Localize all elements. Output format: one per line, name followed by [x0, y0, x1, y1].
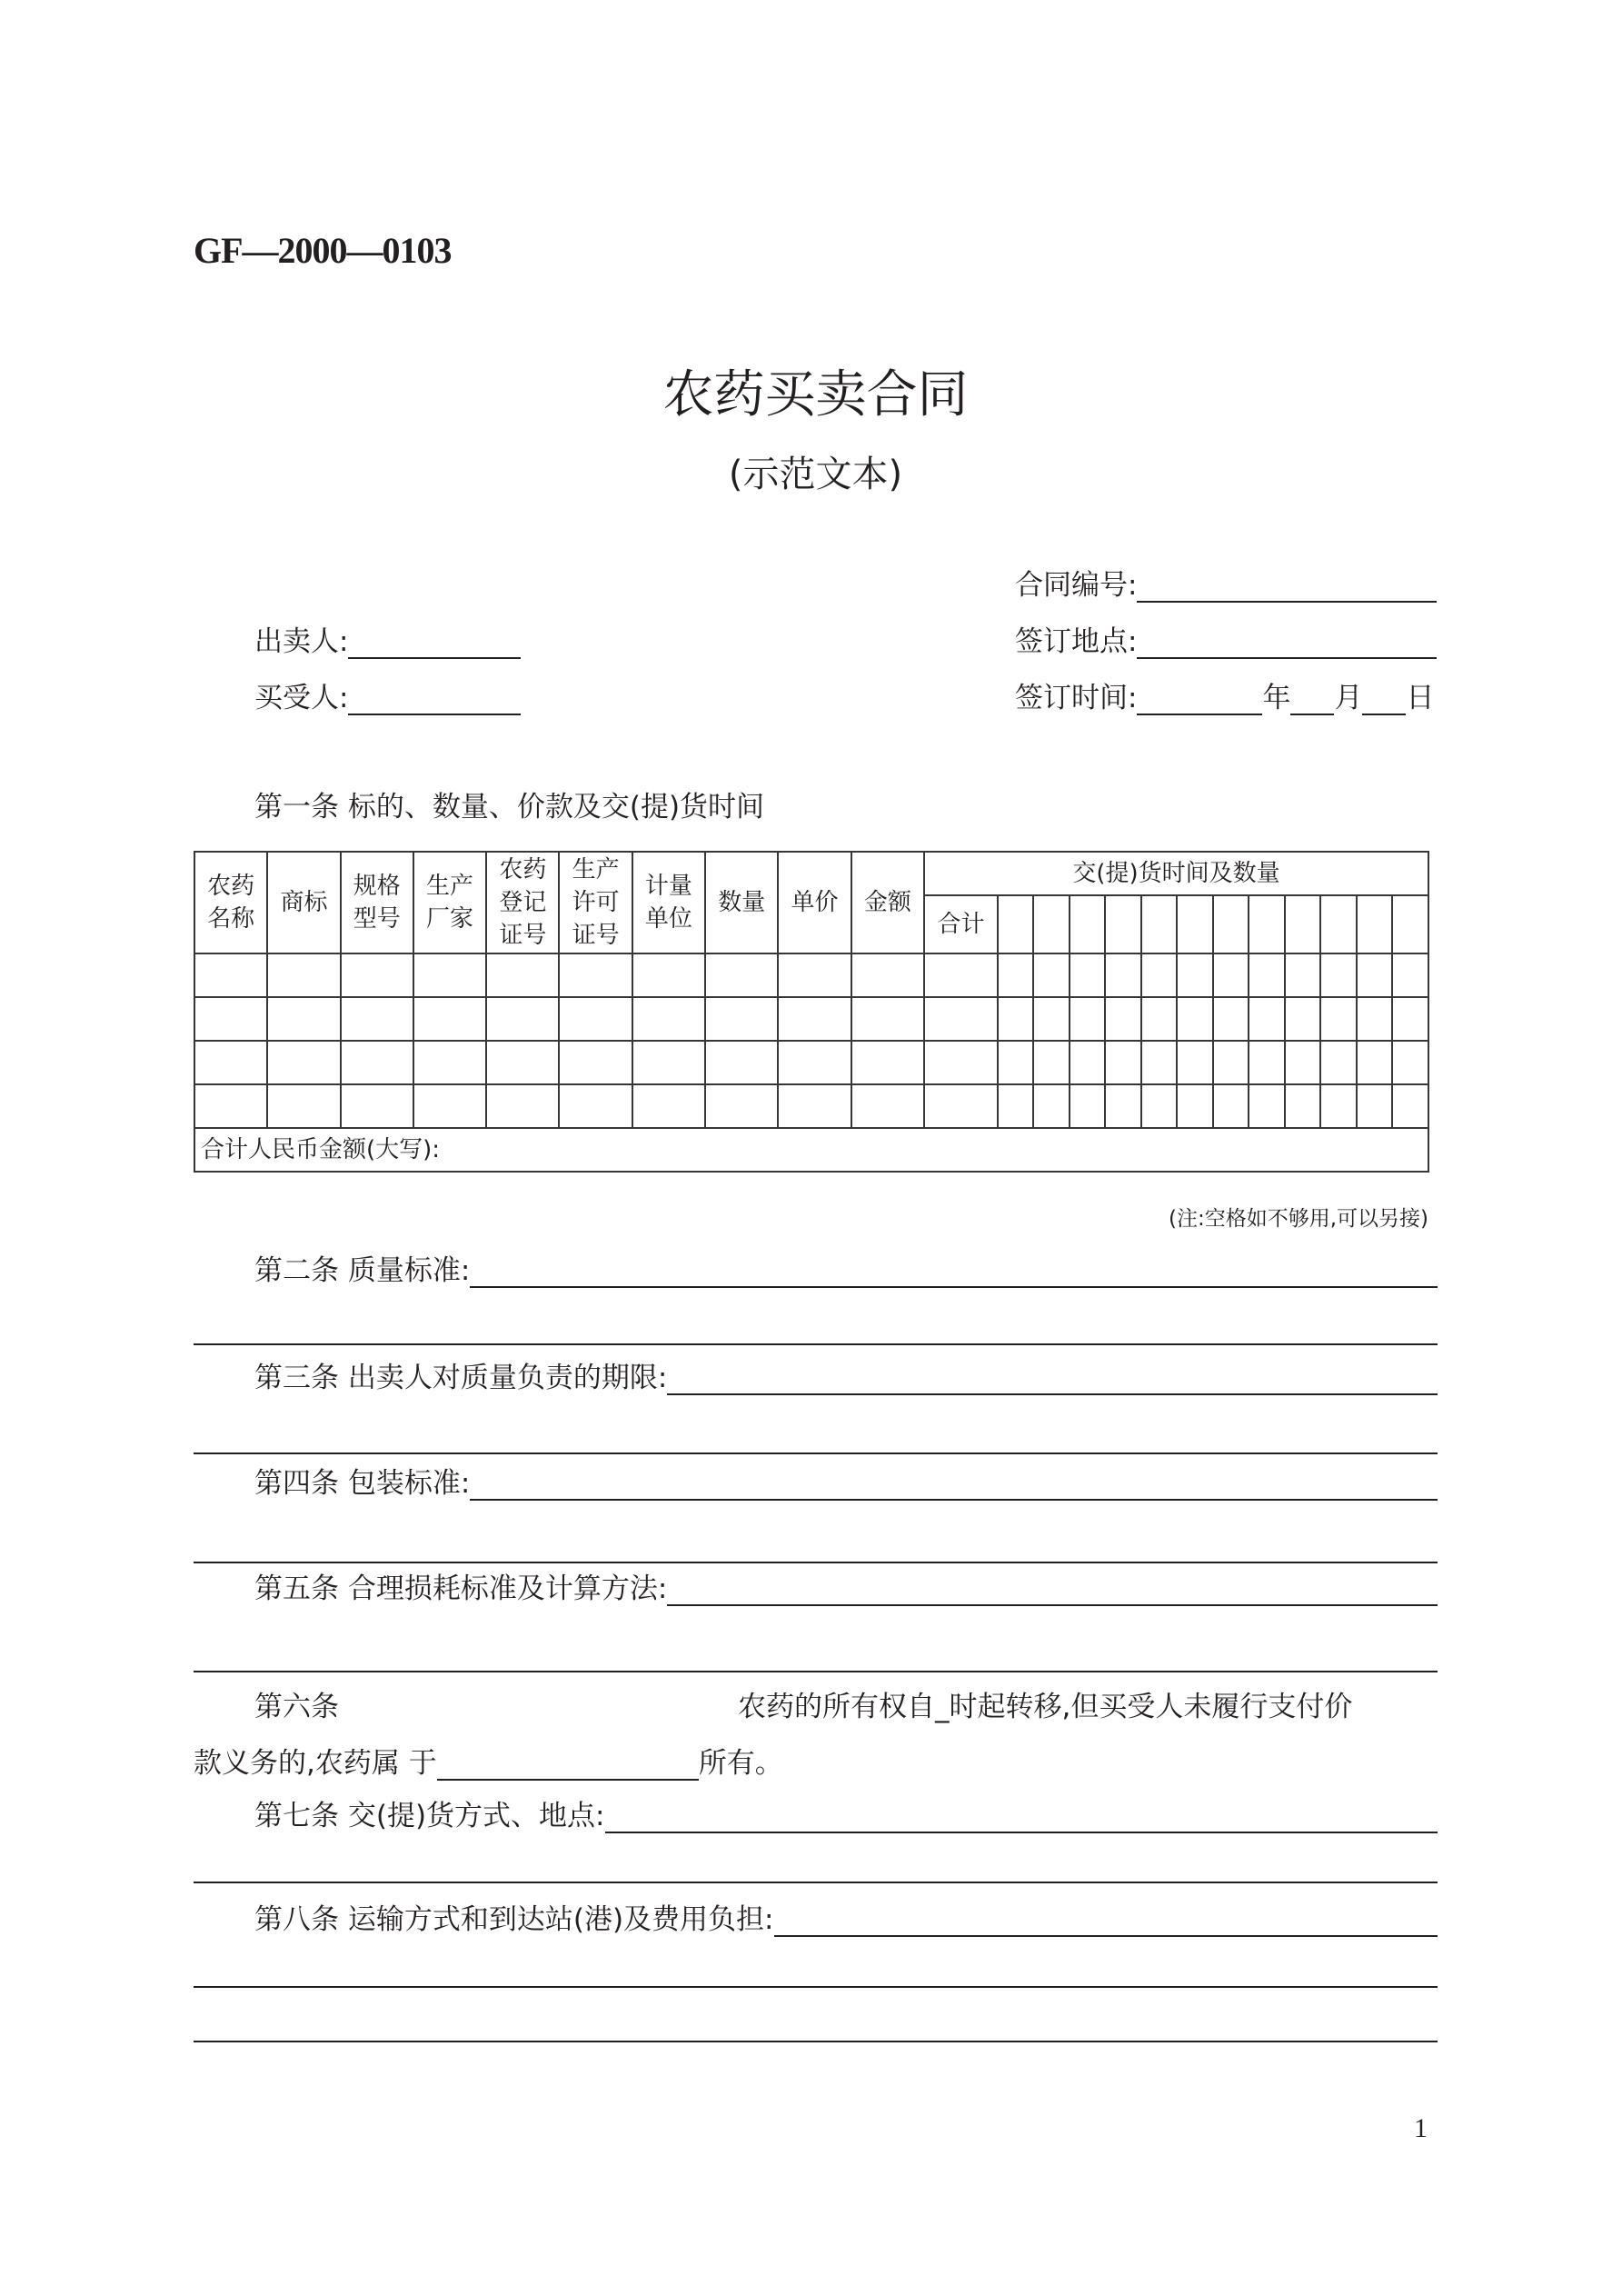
sign-place-field	[1015, 618, 1437, 659]
table-cell[interactable]	[851, 953, 924, 997]
table-cell[interactable]	[1033, 953, 1070, 997]
table-cell[interactable]	[341, 1084, 413, 1128]
buyer-label: 买受人:	[254, 682, 349, 714]
article-8-input[interactable]	[774, 1908, 1438, 1937]
table-cell[interactable]	[1249, 1041, 1285, 1084]
table-cell[interactable]	[559, 997, 632, 1041]
table-cell[interactable]	[924, 997, 998, 1041]
column-header-text: 证号	[499, 922, 547, 949]
seller-label: 出卖人:	[254, 625, 349, 658]
table-cell[interactable]	[1320, 953, 1357, 997]
article-5-input[interactable]	[667, 1577, 1438, 1606]
delivery-period-header[interactable]	[1285, 895, 1321, 953]
column-header-text: 名称	[207, 905, 255, 933]
table-cell[interactable]	[1105, 1084, 1141, 1128]
table-cell[interactable]	[1249, 997, 1285, 1041]
column-header-text: 数量	[718, 889, 766, 916]
table-cell[interactable]	[778, 1041, 851, 1084]
table-cell[interactable]	[1105, 953, 1141, 997]
table-cell[interactable]	[1392, 1041, 1428, 1084]
table-cell[interactable]	[1213, 1084, 1249, 1128]
table-cell[interactable]	[1213, 997, 1249, 1041]
table-cell[interactable]	[1285, 1041, 1321, 1084]
month-label: 月	[1334, 682, 1363, 714]
column-header-text: 厂家	[426, 905, 474, 933]
column-header-text: 型号	[353, 905, 401, 933]
article-1-heading: 第一条 标的、数量、价款及交(提)货时间	[254, 791, 765, 824]
column-header-text: 生产	[572, 856, 620, 883]
delivery-period-header[interactable]	[1177, 895, 1213, 953]
table-cell[interactable]	[1141, 953, 1178, 997]
table-cell[interactable]	[778, 997, 851, 1041]
column-header-text: 登记	[499, 889, 547, 916]
article-8-line-2[interactable]	[194, 2041, 1438, 2042]
table-cell[interactable]	[486, 1041, 559, 1084]
table-cell[interactable]	[413, 997, 486, 1041]
sign-time-label: 签订时间:	[1015, 682, 1138, 714]
table-row	[194, 1041, 1428, 1084]
article-6-label: 第六条	[254, 1691, 339, 1723]
column-header	[851, 852, 924, 953]
sign-month-input[interactable]	[1290, 686, 1334, 715]
article-7-input[interactable]	[605, 1804, 1438, 1833]
seller-input[interactable]	[348, 630, 521, 659]
table-cell[interactable]	[486, 953, 559, 997]
table-cell[interactable]	[851, 1084, 924, 1128]
table-cell[interactable]	[194, 997, 267, 1041]
column-header	[559, 852, 632, 953]
table-cell[interactable]	[1177, 953, 1213, 997]
contract-number-input[interactable]	[1137, 574, 1437, 603]
table-cell[interactable]	[341, 1041, 413, 1084]
column-header-text: 计量	[644, 873, 692, 900]
delivery-period-header[interactable]	[1141, 895, 1178, 953]
delivery-period-header[interactable]	[1249, 895, 1285, 953]
delivery-period-header[interactable]	[1357, 895, 1393, 953]
article-8-line-1[interactable]	[194, 1986, 1438, 1988]
table-cell[interactable]	[559, 953, 632, 997]
total-amount-label: 合计人民币金额(大写):	[201, 1136, 441, 1163]
table-cell[interactable]	[632, 997, 705, 1041]
table-cell[interactable]	[1177, 997, 1213, 1041]
page-title: 农药买卖合同	[662, 365, 969, 424]
article-6-line2-prefix: 款义务的,农药属 于	[194, 1747, 437, 1780]
table-cell[interactable]	[267, 953, 340, 997]
column-header-text: 单位	[644, 905, 692, 933]
table-cell[interactable]	[1285, 953, 1321, 997]
table-cell[interactable]	[1320, 1041, 1357, 1084]
table-cell[interactable]	[1033, 1041, 1070, 1084]
article-6-line2	[194, 1740, 783, 1781]
table-cell[interactable]	[705, 997, 778, 1041]
table-cell[interactable]	[1213, 1041, 1249, 1084]
seller-field	[254, 618, 521, 659]
table-cell[interactable]	[267, 1041, 340, 1084]
delivery-period-header[interactable]	[998, 895, 1034, 953]
table-cell[interactable]	[851, 1041, 924, 1084]
table-cell[interactable]	[486, 1084, 559, 1128]
contract-number-field	[1015, 562, 1437, 603]
table-cell[interactable]	[1070, 1041, 1106, 1084]
table-cell[interactable]	[1177, 1084, 1213, 1128]
table-cell[interactable]	[1213, 953, 1249, 997]
article-8	[254, 1896, 1438, 1937]
table-cell[interactable]	[1070, 1084, 1106, 1128]
article-8-label: 第八条 运输方式和到达站(港)及费用负担:	[254, 1903, 774, 1936]
table-cell[interactable]	[924, 1084, 998, 1128]
article-6-text: 农药的所有权自_时起转移,但买受人未履行支付价	[738, 1691, 1353, 1723]
table-cell[interactable]	[413, 1084, 486, 1128]
article-7-label: 第七条 交(提)货方式、地点:	[254, 1800, 605, 1832]
table-cell[interactable]	[194, 1084, 267, 1128]
delivery-group-header: 交(提)货时间及数量	[924, 852, 1428, 895]
table-cell[interactable]	[1105, 1041, 1141, 1084]
day-label: 日	[1406, 682, 1435, 714]
delivery-total-header: 合计	[924, 895, 998, 953]
column-header-text: 单价	[791, 889, 839, 916]
table-cell[interactable]	[1357, 997, 1393, 1041]
table-cell[interactable]	[1357, 953, 1393, 997]
table-cell[interactable]	[1070, 997, 1106, 1041]
total-amount-row	[194, 1128, 1428, 1172]
table-cell[interactable]	[1357, 1084, 1393, 1128]
table-header-row	[194, 852, 1428, 895]
table-cell[interactable]	[705, 1041, 778, 1084]
table-cell[interactable]	[851, 997, 924, 1041]
table-cell[interactable]	[194, 953, 267, 997]
column-header	[705, 852, 778, 953]
article-2-line[interactable]	[194, 1343, 1438, 1345]
table-cell[interactable]	[1392, 953, 1428, 997]
article-4-label: 第四条 包装标准:	[254, 1467, 471, 1500]
column-header	[341, 852, 413, 953]
table-cell[interactable]	[1249, 1084, 1285, 1128]
delivery-period-header[interactable]	[1033, 895, 1070, 953]
table-cell[interactable]	[559, 1084, 632, 1128]
sign-day-input[interactable]	[1362, 686, 1406, 715]
column-header-text: 生产	[426, 873, 474, 900]
column-header-text: 金额	[863, 889, 911, 916]
column-header	[194, 852, 267, 953]
table-cell[interactable]	[559, 1041, 632, 1084]
column-header-text: 证号	[572, 922, 620, 949]
article-7-line[interactable]	[194, 1882, 1438, 1883]
table-cell[interactable]	[341, 953, 413, 997]
table-cell[interactable]	[632, 1041, 705, 1084]
table-cell[interactable]	[1320, 1084, 1357, 1128]
page-number: 1	[1414, 2113, 1428, 2143]
table-cell[interactable]	[1320, 997, 1357, 1041]
document-code: GF—2000—0103	[194, 230, 452, 271]
table-cell[interactable]	[778, 1084, 851, 1128]
table-cell[interactable]	[778, 953, 851, 997]
table-cell[interactable]	[998, 997, 1034, 1041]
column-header	[778, 852, 851, 953]
table-cell[interactable]	[924, 953, 998, 997]
table-cell[interactable]	[1177, 1041, 1213, 1084]
column-header-text: 规格	[353, 873, 401, 900]
article-2-label: 第二条 质量标准:	[254, 1254, 471, 1287]
table-row	[194, 997, 1428, 1041]
buyer-field	[254, 674, 521, 715]
article-3-line[interactable]	[194, 1452, 1438, 1454]
column-header-text: 商标	[280, 889, 328, 916]
table-cell[interactable]	[486, 997, 559, 1041]
table-cell[interactable]	[194, 1041, 267, 1084]
article-5-line[interactable]	[194, 1671, 1438, 1672]
table-cell[interactable]	[705, 953, 778, 997]
sign-year-input[interactable]	[1137, 686, 1262, 715]
column-header	[413, 852, 486, 953]
table-cell[interactable]	[1285, 1084, 1321, 1128]
table-cell[interactable]	[413, 953, 486, 997]
article-3-label: 第三条 出卖人对质量负责的期限:	[254, 1362, 668, 1394]
table-cell[interactable]	[1033, 997, 1070, 1041]
delivery-period-header[interactable]	[1392, 895, 1428, 953]
table-cell[interactable]	[413, 1041, 486, 1084]
table-note: (注:空格如不够用,可以另接)	[1168, 1207, 1428, 1231]
table-cell[interactable]	[705, 1084, 778, 1128]
table-cell[interactable]	[1141, 1084, 1178, 1128]
article-5-label: 第五条 合理损耗标准及计算方法:	[254, 1572, 668, 1605]
table-cell[interactable]	[1285, 997, 1321, 1041]
table-cell[interactable]	[998, 953, 1034, 997]
delivery-period-header[interactable]	[1070, 895, 1106, 953]
table-cell[interactable]	[998, 1084, 1034, 1128]
column-header-text: 农药	[207, 873, 255, 900]
table-cell[interactable]	[1392, 997, 1428, 1041]
year-label: 年	[1262, 682, 1291, 714]
column-header	[632, 852, 705, 953]
table-cell[interactable]	[1141, 997, 1178, 1041]
article-4	[254, 1460, 1438, 1501]
table-row	[194, 1084, 1428, 1128]
table-cell[interactable]	[267, 997, 340, 1041]
table-cell[interactable]	[1070, 953, 1106, 997]
table-row	[194, 953, 1428, 997]
article-6-owner-input[interactable]	[437, 1752, 699, 1781]
table-cell[interactable]	[1249, 953, 1285, 997]
contract-number-label: 合同编号:	[1015, 569, 1138, 602]
delivery-period-header[interactable]	[1213, 895, 1249, 953]
page-subtitle: (示范文本)	[728, 454, 903, 495]
column-header	[486, 852, 559, 953]
delivery-period-header[interactable]	[1320, 895, 1357, 953]
column-header-text: 许可	[572, 889, 620, 916]
table-cell[interactable]	[998, 1041, 1034, 1084]
buyer-input[interactable]	[348, 686, 521, 715]
article-2-input[interactable]	[470, 1259, 1438, 1288]
goods-table	[194, 851, 1429, 1173]
article-6-line2-suffix: 所有。	[698, 1747, 783, 1780]
table-cell[interactable]	[924, 1041, 998, 1084]
article-4-input[interactable]	[470, 1472, 1438, 1501]
column-header-text: 农药	[499, 856, 547, 883]
table-cell[interactable]	[267, 1084, 340, 1128]
article-3	[254, 1354, 1438, 1395]
sign-place-input[interactable]	[1137, 630, 1437, 659]
article-5	[254, 1565, 1438, 1606]
total-amount-cell[interactable]	[194, 1128, 1428, 1172]
table-cell[interactable]	[1357, 1041, 1393, 1084]
article-7	[254, 1792, 1438, 1833]
sign-time-field	[1015, 674, 1434, 715]
article-3-input[interactable]	[667, 1366, 1438, 1395]
article-2	[254, 1247, 1438, 1288]
table-cell[interactable]	[1141, 1041, 1178, 1084]
table-cell[interactable]	[1033, 1084, 1070, 1128]
table-cell[interactable]	[1392, 1084, 1428, 1128]
column-header	[267, 852, 340, 953]
table-cell[interactable]	[632, 1084, 705, 1128]
sign-place-label: 签订地点:	[1015, 625, 1138, 658]
article-4-line[interactable]	[194, 1562, 1438, 1563]
delivery-period-header[interactable]	[1105, 895, 1141, 953]
table-cell[interactable]	[1105, 997, 1141, 1041]
table-cell[interactable]	[341, 997, 413, 1041]
table-cell[interactable]	[632, 953, 705, 997]
